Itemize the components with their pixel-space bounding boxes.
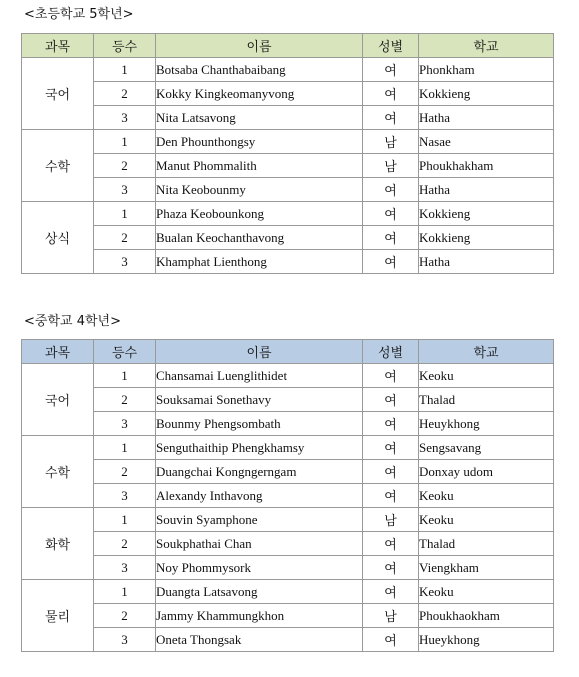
gender-cell: 여 (363, 58, 419, 82)
subject-cell: 상식 (22, 202, 94, 274)
table-row (22, 532, 554, 556)
header-gender: 성별 (363, 340, 419, 364)
table-row (22, 130, 554, 154)
gender-cell: 여 (363, 178, 419, 202)
name-cell: Bualan Keochanthavong (156, 226, 363, 250)
header-school: 학교 (419, 340, 554, 364)
table-row (22, 628, 554, 652)
header-name: 이름 (156, 340, 363, 364)
header-subject: 과목 (22, 34, 94, 58)
gender-cell: 여 (363, 364, 419, 388)
header-gender: 성별 (363, 34, 419, 58)
gender-cell: 여 (363, 226, 419, 250)
name-cell: Chansamai Luenglithidet (156, 364, 363, 388)
subject-cell: 물리 (22, 580, 94, 652)
name-cell: Phaza Keobounkong (156, 202, 363, 226)
name-cell: Khamphat Lienthong (156, 250, 363, 274)
middle-school-grade4-table (21, 339, 554, 652)
gender-cell: 여 (363, 532, 419, 556)
school-cell: Hatha (419, 178, 554, 202)
table-row (22, 508, 554, 532)
name-cell: Nita Latsavong (156, 106, 363, 130)
school-cell: Nasae (419, 130, 554, 154)
table-header-row (22, 340, 554, 364)
name-cell: Soukphathai Chan (156, 532, 363, 556)
rank-cell: 3 (94, 412, 156, 436)
table-row (22, 556, 554, 580)
header-name: 이름 (156, 34, 363, 58)
name-cell: Nita Keobounmy (156, 178, 363, 202)
rank-cell: 1 (94, 130, 156, 154)
rank-cell: 3 (94, 250, 156, 274)
school-cell: Keoku (419, 484, 554, 508)
school-cell: Keoku (419, 508, 554, 532)
name-cell: Senguthaithip Phengkhamsy (156, 436, 363, 460)
table-row (22, 436, 554, 460)
name-cell: Kokky Kingkeomanyvong (156, 82, 363, 106)
table-row (22, 388, 554, 412)
name-cell: Jammy Khammungkhon (156, 604, 363, 628)
rank-cell: 1 (94, 202, 156, 226)
table-row (22, 58, 554, 82)
rank-cell: 3 (94, 556, 156, 580)
section-title-middle-school: <중학교 4학년> (24, 314, 121, 329)
rank-cell: 2 (94, 388, 156, 412)
gender-cell: 여 (363, 250, 419, 274)
table-row (22, 154, 554, 178)
table-row (22, 580, 554, 604)
name-cell: Botsaba Chanthabaibang (156, 58, 363, 82)
subject-cell: 화학 (22, 508, 94, 580)
gender-cell: 남 (363, 154, 419, 178)
rank-cell: 1 (94, 58, 156, 82)
table-row (22, 460, 554, 484)
school-cell: Kokkieng (419, 226, 554, 250)
gender-cell: 여 (363, 412, 419, 436)
name-cell: Souvin Syamphone (156, 508, 363, 532)
table-row (22, 250, 554, 274)
school-cell: Hueykhong (419, 628, 554, 652)
gender-cell: 여 (363, 628, 419, 652)
table-row (22, 226, 554, 250)
table-row (22, 178, 554, 202)
table-row (22, 412, 554, 436)
table-row (22, 202, 554, 226)
header-subject: 과목 (22, 340, 94, 364)
rank-cell: 2 (94, 154, 156, 178)
gender-cell: 여 (363, 484, 419, 508)
subject-cell: 수학 (22, 436, 94, 508)
school-cell: Hatha (419, 250, 554, 274)
rank-cell: 2 (94, 604, 156, 628)
subject-cell: 국어 (22, 364, 94, 436)
school-cell: Keoku (419, 580, 554, 604)
name-cell: Souksamai Sonethavy (156, 388, 363, 412)
name-cell: Duangchai Kongngerngam (156, 460, 363, 484)
gender-cell: 여 (363, 460, 419, 484)
rank-cell: 3 (94, 178, 156, 202)
header-school: 학교 (419, 34, 554, 58)
name-cell: Oneta Thongsak (156, 628, 363, 652)
name-cell: Alexandy Inthavong (156, 484, 363, 508)
rank-cell: 3 (94, 106, 156, 130)
elementary-grade5-table (21, 33, 554, 274)
header-rank: 등수 (94, 34, 156, 58)
school-cell: Viengkham (419, 556, 554, 580)
rank-cell: 3 (94, 628, 156, 652)
rank-cell: 3 (94, 484, 156, 508)
name-cell: Bounmy Phengsombath (156, 412, 363, 436)
gender-cell: 여 (363, 436, 419, 460)
name-cell: Noy Phommysork (156, 556, 363, 580)
gender-cell: 여 (363, 556, 419, 580)
school-cell: Thalad (419, 532, 554, 556)
gender-cell: 남 (363, 508, 419, 532)
name-cell: Den Phounthongsy (156, 130, 363, 154)
rank-cell: 2 (94, 532, 156, 556)
school-cell: Thalad (419, 388, 554, 412)
school-cell: Phonkham (419, 58, 554, 82)
section-title-elementary: <초등학교 5학년> (24, 7, 134, 22)
school-cell: Phoukhaokham (419, 604, 554, 628)
table-row (22, 484, 554, 508)
gender-cell: 여 (363, 202, 419, 226)
school-cell: Hatha (419, 106, 554, 130)
table-row (22, 364, 554, 388)
name-cell: Manut Phommalith (156, 154, 363, 178)
table-row (22, 604, 554, 628)
school-cell: Kokkieng (419, 202, 554, 226)
rank-cell: 2 (94, 460, 156, 484)
table-row (22, 106, 554, 130)
name-cell: Duangta Latsavong (156, 580, 363, 604)
subject-cell: 국어 (22, 58, 94, 130)
gender-cell: 여 (363, 106, 419, 130)
table-header-row (22, 34, 554, 58)
school-cell: Heuykhong (419, 412, 554, 436)
gender-cell: 남 (363, 604, 419, 628)
table-row (22, 82, 554, 106)
rank-cell: 2 (94, 226, 156, 250)
gender-cell: 여 (363, 82, 419, 106)
school-cell: Sengsavang (419, 436, 554, 460)
rank-cell: 1 (94, 364, 156, 388)
header-rank: 등수 (94, 340, 156, 364)
school-cell: Kokkieng (419, 82, 554, 106)
school-cell: Donxay udom (419, 460, 554, 484)
subject-cell: 수학 (22, 130, 94, 202)
rank-cell: 1 (94, 436, 156, 460)
gender-cell: 여 (363, 580, 419, 604)
rank-cell: 2 (94, 82, 156, 106)
school-cell: Keoku (419, 364, 554, 388)
rank-cell: 1 (94, 508, 156, 532)
gender-cell: 남 (363, 130, 419, 154)
gender-cell: 여 (363, 388, 419, 412)
school-cell: Phoukhakham (419, 154, 554, 178)
rank-cell: 1 (94, 580, 156, 604)
